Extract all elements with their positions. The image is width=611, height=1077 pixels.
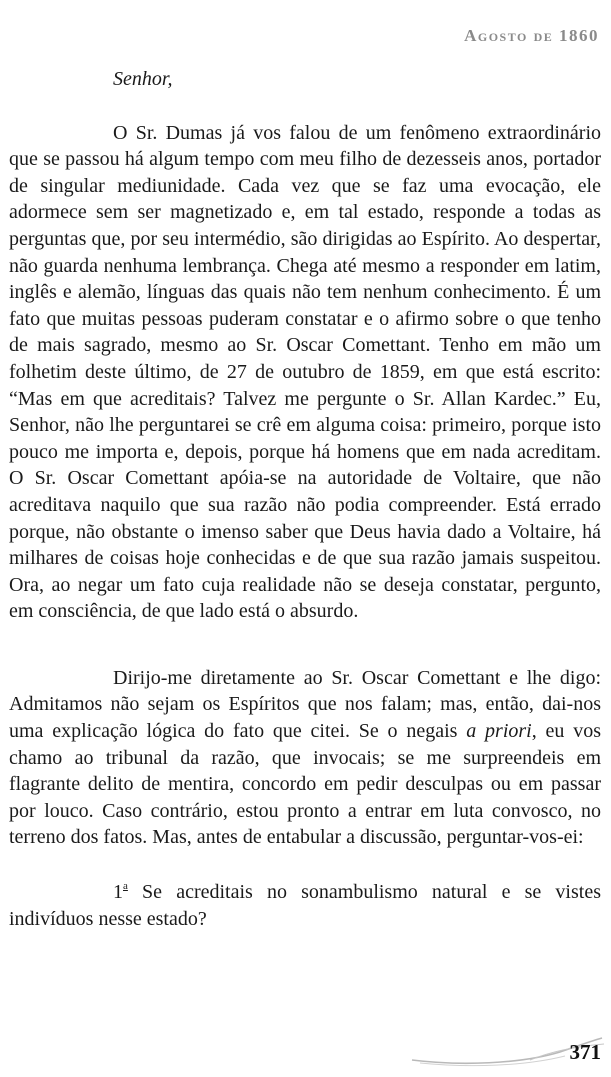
paragraph-2-text-start: Dirijo-me diretamente ao Sr. Oscar Comettant e lhe digo: Admitamos não sejam os Espíritos que nos falam; mas, então, dai-nos uma explicação lógica do fato que citei. Se o negais [9, 666, 601, 743]
question-text: Se acreditais no sonambulismo natural e se vistes indivíduos nesse estado? [9, 881, 601, 930]
salutation: Senhor, [113, 68, 173, 90]
paragraph-2 [9, 665, 601, 851]
paragraph-3 [9, 873, 601, 932]
paragraph-2-text-end: , eu vos chamo ao tribunal da razão, que invocais; se me surpreendeis em flagrante delito de mentira, concordo em pedir desculpas ou em passar por louco. Caso contrário, estou pronto a entrar em luta convosco, no terreno dos fatos. Mas, antes de entabular a discussão, perguntar-vos-ei: [9, 720, 601, 849]
running-header: Agosto de 1860 [464, 26, 599, 45]
letter-body [9, 66, 601, 932]
page-number: 371 [569, 1040, 601, 1064]
ordinal-indicator: a [123, 880, 128, 893]
italic-term: a priori [466, 720, 532, 743]
question-number: 1 [113, 881, 123, 904]
paragraph-1: O Sr. Dumas já vos falou de um fenômeno extraordinário que se passou há algum tempo com meu filho de dezesseis anos, portador de singular mediunidade. Cada vez que se faz uma evocação, ele adormece sem ser magnetizado e, em tal estado, responde a todas as perguntas que, por seu intermédio, são dirigidas ao Espírito. Ao despertar, não guarda nenhuma lembrança. Chega até mesmo a responder em latim, inglês e alemão, línguas das quais não tem nenhum conhecimento. É um fato que muitas pessoas puderam constatar e o afirmo sobre o que tenho de mais sagrado, mesmo ao Sr. Oscar Comettant. Tenho em mão um folhetim deste último, de 27 de outubro de 1859, em que está escrito: “Mas em que acreditais? Talvez me pergunte o Sr. Allan Kardec.” Eu, Senhor, não lhe perguntarei se crê em alguma coisa: primeiro, porque isto pouco me importa e, depois, porque há homens que em nada acreditam. O Sr. Oscar Comettant apóia-se na autoridade de Voltaire, que não acreditava naquilo que sua razão não podia compreender. Está errado porque, não obstante o imenso saber que Deus havia dado a Voltaire, há milhares de coisas hoje conhecidas e de que sua razão jamais suspeitou. Ora, ao negar um fato cuja realidade não se deseja constatar, pergunto, em consciência, de que lado está o absurdo. [9, 121, 601, 623]
